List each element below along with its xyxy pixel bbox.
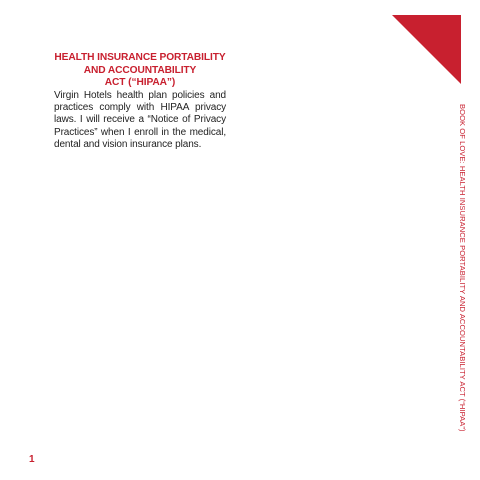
page-number: 1 [29, 454, 35, 465]
corner-triangle-decoration [392, 15, 461, 84]
section-heading [54, 52, 226, 90]
body-paragraph: Virgin Hotels health plan policies and practices comply with HIPAA privacy laws. I will receive a “Notice of Privacy Practices” when I enroll in the medical, dental and vision insurance plans. [54, 89, 226, 151]
section-heading-line-3: ACT (“HIPAA”) [104, 77, 176, 88]
content-block [54, 52, 226, 152]
section-heading-line-2: AND ACCOUNTABILITY [83, 64, 197, 76]
section-heading-line-1: HEALTH INSURANCE PORTABILITY [54, 52, 226, 63]
side-running-title: BOOK OF LOVE: HEALTH INSURANCE PORTABILITY AND ACCOUNTABILITY ACT (“HIPAA”) [458, 104, 467, 432]
